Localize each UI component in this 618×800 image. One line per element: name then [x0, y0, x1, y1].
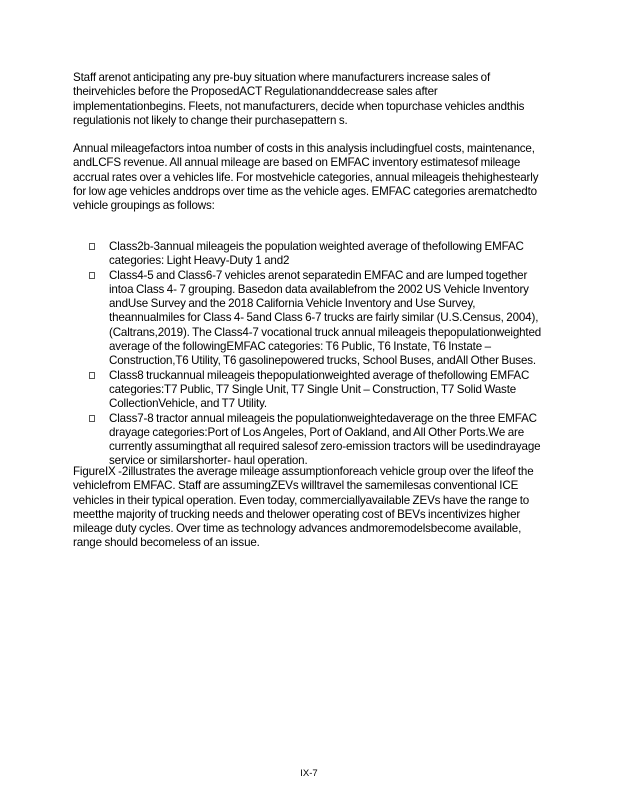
paragraph-figure-reference: FigureIX -2illustrates the average mileage assumptionforeach vehicle group over the lifeof the vehiclefrom EMFAC. Staff are assumingZEVs willtravel the samemilesas conventional ICE vehicles in their typical operation. Even today, commerciallyavailable ZEVs have the range to meetthe majority of trucking needs and thelower operating cost of BEVs incentivizes higher mileage duty cycles. Over time as technology advances andmoremodelsbecome available, range should becomeless of an issue.: [73, 465, 534, 550]
paragraph-annual-mileage: Annual mileagefactors intoa number of costs in this analysis includingfuel costs, maintenance, andLCFS revenue. All annual mileage are based on EMFAC inventory estimatesof mileage accrual rates over a vehicles life. For mostvehicle categories, annual mileageis thehighestearly for low age vehicles anddrops over time as the vehicle ages. EMFAC categories arematchedto vehicle groupings as follows:: [73, 142, 539, 213]
page-number: IX-7: [300, 768, 318, 779]
bullet-box-icon: [89, 243, 95, 250]
list-item-text: Class4-5 and Class6-7 vehicles arenot separatedin EMFAC and are lumped together intoa Class 4- 7 grouping. Basedon data availablefrom the 2002 US Vehicle Inventory andUse Survey and the 2018 California Vehicle Inventory and Use Survey, theannualmiles for Class 4- 5and Class 6-7 trucks are fairly similar (U.S.Census, 2004), (Caltrans,2019). The Class4-7 vocational truck annual mileageis thepopulationweighted average of the followingEMFAC categories: T6 Public, T6 Instate, T6 Instate – Construction,T6 Utility, T6 gasolinepowered trucks, School Buses, andAll Other Buses.: [109, 268, 542, 368]
list-item-text: Class7-8 tractor annual mileageis the populationweightedaverage on the three EMFAC drayage categories:Port of Los Angeles, Port of Oakland, and All Other Ports.We are currently assumingthat all required salesof zero-emission tractors will be usedindrayage service or similarshorter- haul operation.: [109, 411, 541, 468]
paragraph-pre-buy: Staff arenot anticipating any pre-buy situation where manufacturers increase sales of theirvehicles before the ProposedACT Regulationanddecrease sales after implementationbegins. Fleets, not manufacturers, decide when topurchase vehicles andthis regulationis not likely to change their purchasepattern s.: [73, 71, 525, 127]
bullet-box-icon: [89, 272, 95, 279]
list-item-text: Class8 truckannual mileageis thepopulationweighted average of thefollowing EMFAC categories:T7 Public, T7 Single Unit, T7 Single Unit – Construction, T7 Solid Waste CollectionVehicle, and T7 Utility.: [109, 368, 530, 411]
list-item: [89, 369, 543, 412]
list-item: [89, 240, 543, 269]
bullet-box-icon: [89, 415, 95, 422]
bullet-box-icon: [89, 372, 95, 379]
list-item: [89, 412, 543, 469]
list-item: [89, 269, 543, 369]
list-item-text: Class2b-3annual mileageis the population weighted average of thefollowing EMFAC categories: Light Heavy-Duty 1 and2: [109, 240, 524, 268]
vehicle-grouping-list: [89, 240, 543, 469]
